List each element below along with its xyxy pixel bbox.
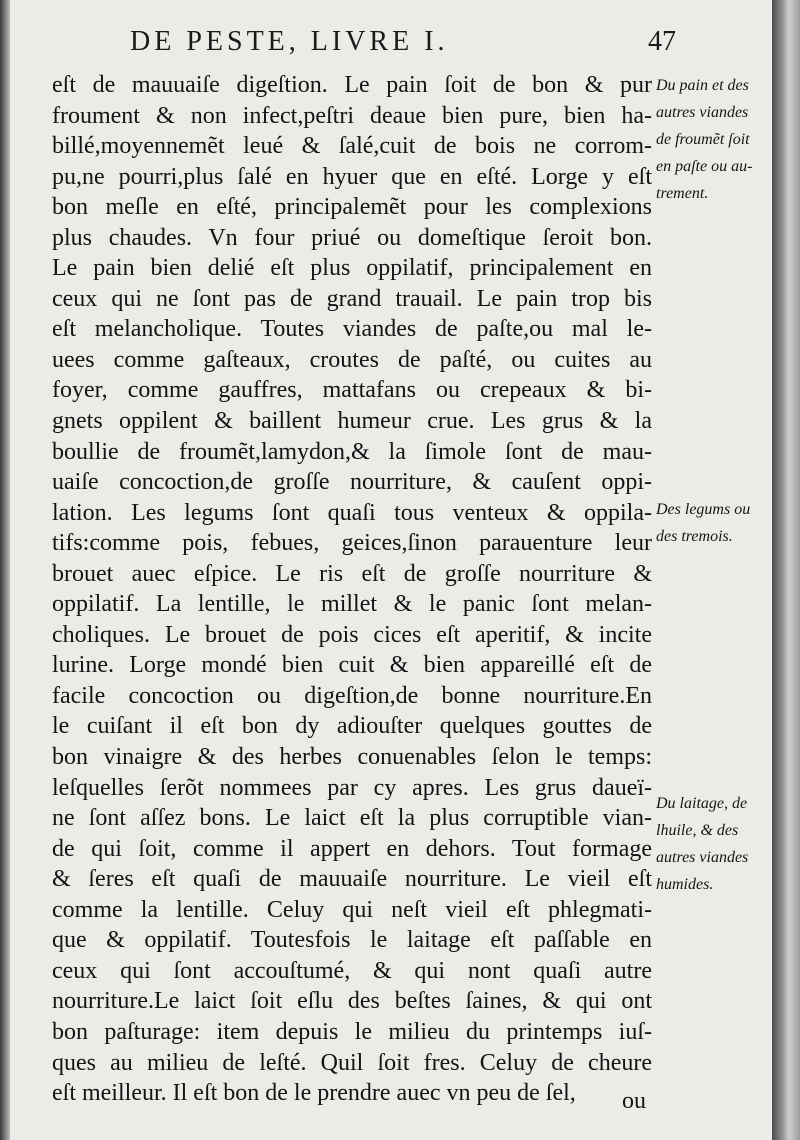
text-line: de qui ſoit, comme il appert en dehors. Tout formage: [52, 835, 652, 862]
text-line: foyer, comme gauffres, mattafans ou crepeaux & bi-: [52, 377, 652, 404]
text-line: choliques. Le brouet de pois cices eſt aperitif, & incite: [52, 621, 652, 648]
margin-note-line: des tremois.: [656, 528, 733, 545]
page-edge: [772, 0, 800, 1140]
text-line: nourriture.Le laict ſoit eſlu des beſtes ſaines, & qui ont: [52, 988, 652, 1015]
margin-note-line: trement.: [656, 185, 709, 202]
text-line: ne ſont aſſez bons. Le laict eſt la plus corruptible vian-: [52, 805, 652, 832]
text-line: brouet auec eſpice. Le ris eſt de groſſe nourriture &: [52, 560, 652, 587]
book-page: [10, 0, 772, 1140]
margin-note-line: humides.: [656, 876, 714, 893]
text-line: ceux qui ne ſont pas de grand trauail. Le pain trop bis: [52, 285, 652, 312]
text-line: comme la lentille. Celuy qui neſt vieil eſt phlegmati-: [52, 896, 652, 923]
text-line: le cuiſant il eſt bon dy adiouſter quelques gouttes de: [52, 713, 652, 740]
margin-note-bread: [656, 72, 772, 207]
text-line: bon vinaigre & des herbes conuenables ſelon le temps:: [52, 744, 652, 771]
text-line: facile concoction ou digeſtion,de bonne nourriture.En: [52, 682, 652, 709]
body-text: [52, 70, 652, 1109]
page-number: 47: [648, 26, 676, 57]
text-line: eſt meilleur. Il eſt bon de le prendre auec vn peu de ſel,: [52, 1080, 576, 1107]
margin-note-line: autres viandes: [656, 849, 749, 866]
text-line: lurine. Lorge mondé bien cuit & bien appareillé eſt de: [52, 652, 652, 679]
text-line: gnets oppilent & baillent humeur crue. Les grus & la: [52, 408, 652, 435]
text-line: eſt melancholique. Toutes viandes de paſte,ou mal le-: [52, 316, 652, 343]
text-line: pu,ne pourri,plus ſalé en hyuer que en eſté. Lorge y eſt: [52, 163, 652, 190]
margin-note-line: de froumẽt ſoit: [656, 131, 750, 148]
margin-note-line: autres viandes: [656, 104, 749, 121]
text-line: tifs:comme pois, febues, geices,ſinon parauenture leur: [52, 530, 652, 557]
text-line: bon paſturage: item depuis le milieu du printemps iuſ-: [52, 1018, 652, 1045]
margin-note-line: Du laitage, de: [656, 795, 748, 812]
margin-note-line: en paſte ou au-: [656, 158, 753, 175]
text-line: leſquelles ſerõt nommees par cy apres. Les grus daueï-: [52, 774, 652, 801]
running-head: DE PESTE, LIVRE I.: [130, 26, 449, 57]
text-line: billé,moyennemẽt leué & ſalé,cuit de bois ne corrom-: [52, 133, 652, 160]
text-line: oppilatif. La lentille, le millet & le panic ſont melan-: [52, 591, 652, 618]
margin-note-dairy: [656, 790, 772, 898]
page-gutter-shadow: [0, 0, 10, 1140]
text-line: boullie de froumẽt,lamydon,& la ſimole ſont de mau-: [52, 438, 652, 465]
text-line: lation. Les legums ſont quaſi tous venteux & oppila-: [52, 499, 652, 526]
text-line: uees comme gaſteaux, croutes de paſté, ou cuites au: [52, 346, 652, 373]
margin-note-line: Des legums ou: [656, 501, 751, 518]
margin-note-line: lhuile, & des: [656, 822, 739, 839]
text-line: eſt de mauuaiſe digeſtion. Le pain ſoit de bon & pur: [52, 72, 652, 98]
catchword: ou: [622, 1088, 646, 1114]
text-line: plus chaudes. Vn four priué ou domeſtique ſeroit bon.: [52, 224, 652, 251]
text-line: bon meſle en eſté, principalemẽt pour les complexions: [52, 194, 652, 221]
margin-note-legumes: [656, 496, 772, 550]
text-line: que & oppilatif. Toutesfois le laitage eſt paſſable en: [52, 927, 652, 954]
text-line: froument & non infect,peſtri deaue bien pure, bien ha-: [52, 102, 652, 129]
page-header: [10, 22, 772, 62]
margin-note-line: Du pain et des: [656, 77, 749, 94]
text-line: & ſeres eſt quaſi de mauuaiſe nourriture. Le vieil eſt: [52, 866, 652, 893]
text-line: uaiſe concoction,de groſſe nourriture, & cauſent oppi-: [52, 469, 652, 496]
text-line: ceux qui ſont accouſtumé, & qui nont quaſi autre: [52, 957, 652, 984]
text-line: ques au milieu de leſté. Quil ſoit fres. Celuy de cheure: [52, 1049, 652, 1076]
text-line: Le pain bien delié eſt plus oppilatif, principalement en: [52, 255, 652, 282]
